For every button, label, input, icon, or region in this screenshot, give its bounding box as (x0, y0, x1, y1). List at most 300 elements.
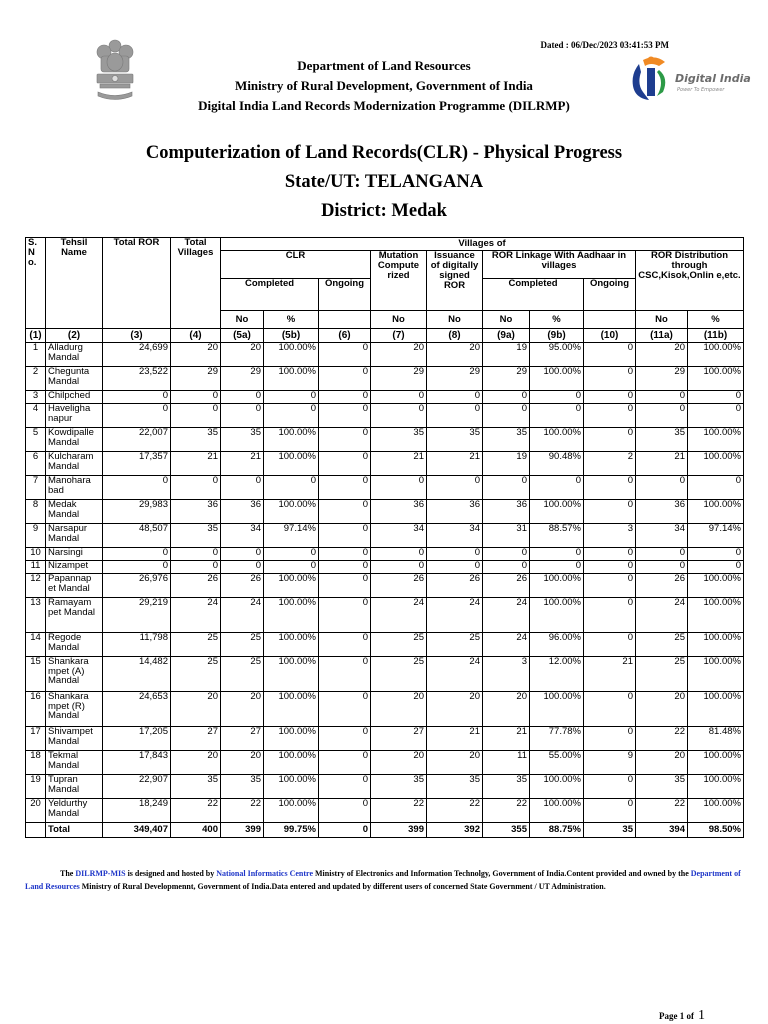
cell-sno: 16 (26, 692, 46, 727)
cell-sno: 19 (26, 775, 46, 799)
table-cell: 100.00% (530, 775, 584, 799)
table-row (26, 775, 744, 799)
table-cell: 0 (636, 404, 688, 428)
table-cell: 20 (636, 692, 688, 727)
table-cell: 0 (319, 574, 371, 598)
column-number: (8) (427, 329, 483, 343)
cell-tehsil-name: Manohara bad (46, 476, 103, 500)
table-cell: 25 (221, 657, 264, 692)
column-number: (1) (26, 329, 46, 343)
table-cell: 18,249 (103, 799, 171, 823)
table-cell: 27 (221, 727, 264, 751)
table-cell: 22 (483, 799, 530, 823)
table-cell: 26 (483, 574, 530, 598)
table-cell: 24 (427, 598, 483, 633)
table-cell: 25 (221, 633, 264, 657)
table-cell: 0 (319, 692, 371, 727)
header-distribution-no: No (636, 311, 688, 329)
table-cell: 0 (530, 391, 584, 404)
header-total-ror: Total ROR (103, 238, 171, 329)
table-cell: 0 (264, 404, 319, 428)
table-cell: 0 (371, 391, 427, 404)
table-cell: 95.00% (530, 343, 584, 367)
table-cell: 100.00% (264, 500, 319, 524)
table-cell: 98.50% (688, 823, 744, 838)
cell-sno: 3 (26, 391, 46, 404)
table-cell: 100.00% (688, 598, 744, 633)
table-cell: 36 (636, 500, 688, 524)
table-cell: 22,007 (103, 428, 171, 452)
header-clr-no: No (221, 311, 264, 329)
cell-sno: 9 (26, 524, 46, 548)
header-clr: CLR (221, 251, 371, 279)
table-cell: 22,907 (103, 775, 171, 799)
table-cell: 100.00% (688, 657, 744, 692)
header-villages-of: Villages of (221, 238, 744, 251)
table-cell: 9 (584, 751, 636, 775)
table-cell: 0 (688, 404, 744, 428)
table-cell: 35 (221, 775, 264, 799)
table-cell: 25 (371, 633, 427, 657)
column-number: (3) (103, 329, 171, 343)
table-cell: 29,983 (103, 500, 171, 524)
table-cell: 0 (319, 751, 371, 775)
table-cell: 17,357 (103, 452, 171, 476)
cell-tehsil-name: Kulcharam Mandal (46, 452, 103, 476)
page-label: Page 1 of (659, 1011, 694, 1021)
table-cell: 34 (427, 524, 483, 548)
table-cell: 48,507 (103, 524, 171, 548)
table-cell: 0 (319, 561, 371, 574)
table-cell: 0 (427, 476, 483, 500)
table-cell: 96.00% (530, 633, 584, 657)
table-cell: 24,699 (103, 343, 171, 367)
table-cell: 100.00% (530, 500, 584, 524)
table-cell: 0 (319, 799, 371, 823)
cell-sno: 7 (26, 476, 46, 500)
digital-india-tagline: Power To Empower (677, 87, 725, 93)
table-cell: 26 (636, 574, 688, 598)
header-aadhaar-no: No (483, 311, 530, 329)
table-cell: 24 (483, 633, 530, 657)
table-cell: 20 (221, 343, 264, 367)
footer-text: The (60, 869, 76, 878)
cell-tehsil-name: Kowdipalle Mandal (46, 428, 103, 452)
table-cell: 0 (319, 391, 371, 404)
column-number: (5b) (264, 329, 319, 343)
table-cell: 0 (264, 476, 319, 500)
table-row (26, 391, 744, 404)
table-cell: 0 (319, 727, 371, 751)
table-cell: 100.00% (264, 598, 319, 633)
cell-tehsil-name: Chegunta Mandal (46, 367, 103, 391)
table-cell: 26 (171, 574, 221, 598)
table-cell: 20 (427, 343, 483, 367)
column-number: (4) (171, 329, 221, 343)
table-cell: 35 (171, 524, 221, 548)
table-cell: 0 (636, 476, 688, 500)
table-cell: 0 (584, 775, 636, 799)
table-cell: 25 (371, 657, 427, 692)
table-cell: 0 (688, 548, 744, 561)
table-cell: 20 (371, 343, 427, 367)
table-cell: 0 (584, 692, 636, 727)
table-cell: 27 (371, 727, 427, 751)
dilrmp-mis-link[interactable]: DILRMP-MIS (75, 869, 126, 878)
table-cell: 20 (636, 751, 688, 775)
table-cell: 29 (427, 367, 483, 391)
table-cell: 392 (427, 823, 483, 838)
header-programme: Digital India Land Records Modernization Programme (DILRMP) (198, 98, 570, 113)
table-cell: 0 (319, 476, 371, 500)
table-row (26, 751, 744, 775)
table-cell: 100.00% (264, 727, 319, 751)
report-title: Computerization of Land Records(CLR) - Physical Progress (145, 143, 623, 163)
table-cell: 0 (264, 561, 319, 574)
dated-timestamp: Dated : 06/Dec/2023 03:41:53 PM (540, 40, 669, 50)
footer-credits (25, 868, 745, 893)
table-row (26, 500, 744, 524)
table-cell: 0 (103, 476, 171, 500)
table-cell: 3 (584, 524, 636, 548)
cell-tehsil-name: Papannap et Mandal (46, 574, 103, 598)
table-cell: 0 (584, 476, 636, 500)
table-cell: 100.00% (530, 598, 584, 633)
table-cell: 0 (584, 548, 636, 561)
table-cell: 77.78% (530, 727, 584, 751)
table-row (26, 692, 744, 727)
header-distribution-pct: % (688, 311, 744, 329)
table-cell: 25 (636, 657, 688, 692)
table-cell: 0 (584, 404, 636, 428)
table-cell: 21 (171, 452, 221, 476)
table-cell: 25 (636, 633, 688, 657)
table-cell: 399 (221, 823, 264, 838)
table-cell: 29 (636, 367, 688, 391)
table-cell: 100.00% (264, 428, 319, 452)
digital-india-wordmark: Digital India (675, 72, 751, 85)
table-cell: 0 (319, 657, 371, 692)
table-cell: 3 (483, 657, 530, 692)
table-cell: 355 (483, 823, 530, 838)
table-cell: 23,522 (103, 367, 171, 391)
table-cell: 0 (530, 561, 584, 574)
table-cell: 100.00% (264, 343, 319, 367)
table-cell: 36 (483, 500, 530, 524)
table-cell: 0 (264, 391, 319, 404)
header-clr-pct: % (264, 311, 319, 329)
table-row (26, 548, 744, 561)
cell-tehsil-name: Tupran Mandal (46, 775, 103, 799)
cell-tehsil-name: Regode Mandal (46, 633, 103, 657)
cell-tehsil-name: Alladurg Mandal (46, 343, 103, 367)
cell-tehsil-name: Ramayam pet Mandal (46, 598, 103, 633)
cell-sno: 13 (26, 598, 46, 633)
table-cell: 0 (427, 391, 483, 404)
column-number: (11a) (636, 329, 688, 343)
cell-sno: 5 (26, 428, 46, 452)
table-cell: 17,205 (103, 727, 171, 751)
table-cell: 14,482 (103, 657, 171, 692)
cell-tehsil-name: Haveligha napur (46, 404, 103, 428)
table-cell: 400 (171, 823, 221, 838)
table-cell: 0 (319, 500, 371, 524)
table-cell: 0 (103, 561, 171, 574)
table-cell: 0 (371, 561, 427, 574)
table-cell: 0 (171, 476, 221, 500)
header-mutation: Mutation Compute rized (371, 251, 427, 311)
header-ror-distribution: ROR Distribution through CSC,Kisok,Onlin e,etc. (636, 251, 744, 311)
table-cell: 100.00% (688, 500, 744, 524)
table-cell: 20 (636, 343, 688, 367)
table-cell: 0 (319, 598, 371, 633)
table-row (26, 343, 744, 367)
table-cell: 100.00% (264, 657, 319, 692)
table-cell: 21 (483, 727, 530, 751)
table-cell: 81.48% (688, 727, 744, 751)
column-number: (10) (584, 329, 636, 343)
table-cell: 0 (319, 823, 371, 838)
table-cell: 35 (636, 775, 688, 799)
table-cell: 22 (221, 799, 264, 823)
header-clr-ongoing-blank (319, 311, 371, 329)
table-cell: 100.00% (688, 452, 744, 476)
digital-india-logo (625, 52, 751, 104)
header-issuance-no: No (427, 311, 483, 329)
table-cell: 22 (636, 727, 688, 751)
table-cell: 20 (427, 692, 483, 727)
table-cell: 19 (483, 343, 530, 367)
table-cell: 100.00% (530, 692, 584, 727)
table-cell: 399 (371, 823, 427, 838)
column-number: (2) (46, 329, 103, 343)
table-cell: 24 (371, 598, 427, 633)
column-number: (5a) (221, 329, 264, 343)
table-cell: 11,798 (103, 633, 171, 657)
table-cell: 100.00% (688, 343, 744, 367)
table-cell: 24 (636, 598, 688, 633)
table-cell: 0 (427, 404, 483, 428)
table-cell: 0 (530, 548, 584, 561)
table-cell: 0 (319, 428, 371, 452)
table-cell: 24 (171, 598, 221, 633)
table-cell: 0 (171, 548, 221, 561)
table-cell: 0 (264, 548, 319, 561)
table-cell: 35 (427, 428, 483, 452)
table-cell: 0 (171, 404, 221, 428)
cell-sno: 17 (26, 727, 46, 751)
table-cell: 0 (483, 548, 530, 561)
table-row (26, 367, 744, 391)
table-cell: 25 (427, 633, 483, 657)
table-cell: 29 (371, 367, 427, 391)
table-cell: 26 (427, 574, 483, 598)
header-tehsil-name: Tehsil Name (46, 238, 103, 329)
table-cell: 31 (483, 524, 530, 548)
cell-tehsil-name: Narsingi (46, 548, 103, 561)
table-cell: 35 (636, 428, 688, 452)
table-row (26, 633, 744, 657)
table-cell: 34 (221, 524, 264, 548)
table-cell: 29 (171, 367, 221, 391)
table-cell: 100.00% (688, 574, 744, 598)
table-cell: 0 (483, 404, 530, 428)
table-cell: 0 (319, 524, 371, 548)
cell-sno: 11 (26, 561, 46, 574)
cell-tehsil-name: Total (46, 823, 103, 838)
table-cell: 35 (427, 775, 483, 799)
table-cell: 35 (483, 428, 530, 452)
table-cell: 0 (371, 548, 427, 561)
cell-tehsil-name: Shankara mpet (A) Mandal (46, 657, 103, 692)
header-clr-ongoing: Ongoing (319, 279, 371, 311)
cell-sno (26, 823, 46, 838)
table-cell: 0 (319, 548, 371, 561)
cell-tehsil-name: Chilpched (46, 391, 103, 404)
table-cell: 0 (483, 476, 530, 500)
table-cell: 12.00% (530, 657, 584, 692)
table-cell: 99.75% (264, 823, 319, 838)
table-cell: 36 (171, 500, 221, 524)
cell-sno: 12 (26, 574, 46, 598)
table-cell: 100.00% (530, 367, 584, 391)
table-cell: 21 (371, 452, 427, 476)
column-number: (9b) (530, 329, 584, 343)
column-number: (11b) (688, 329, 744, 343)
table-cell: 0 (371, 404, 427, 428)
table-cell: 100.00% (264, 367, 319, 391)
table-cell: 0 (319, 404, 371, 428)
table-cell: 0 (221, 561, 264, 574)
footer-text: Ministry of Electronics and Information Technolgy, Government of India.Content provided and owned by the (313, 869, 691, 878)
table-cell: 24 (483, 598, 530, 633)
table-cell: 394 (636, 823, 688, 838)
cell-sno: 8 (26, 500, 46, 524)
table-cell: 17,843 (103, 751, 171, 775)
table-cell: 349,407 (103, 823, 171, 838)
header-issuance: Issuance of digitally signed ROR (427, 251, 483, 311)
header-aadhaar-ongoing: Ongoing (584, 279, 636, 311)
table-cell: 100.00% (688, 428, 744, 452)
table-cell: 0 (221, 404, 264, 428)
header-ministry: Ministry of Rural Development, Government of India (235, 78, 533, 93)
table-cell: 27 (171, 727, 221, 751)
table-row (26, 428, 744, 452)
table-cell: 0 (688, 476, 744, 500)
table-cell: 34 (371, 524, 427, 548)
table-row (26, 799, 744, 823)
cell-sno: 4 (26, 404, 46, 428)
cell-sno: 10 (26, 548, 46, 561)
table-cell: 24 (221, 598, 264, 633)
table-cell: 100.00% (688, 633, 744, 657)
table-cell: 0 (319, 633, 371, 657)
table-cell: 25 (171, 657, 221, 692)
cell-tehsil-name: Shankara mpet (R) Mandal (46, 692, 103, 727)
table-cell: 100.00% (264, 692, 319, 727)
header-total-villages: Total Villages (171, 238, 221, 329)
column-number: (9a) (483, 329, 530, 343)
report-district: District: Medak (321, 201, 447, 221)
column-number: (6) (319, 329, 371, 343)
table-cell: 24,653 (103, 692, 171, 727)
table-cell: 88.75% (530, 823, 584, 838)
page-number (659, 1008, 705, 1024)
table-cell: 0 (584, 598, 636, 633)
table-cell: 100.00% (530, 799, 584, 823)
table-cell: 21 (427, 452, 483, 476)
table-cell: 0 (319, 367, 371, 391)
table-cell: 100.00% (688, 751, 744, 775)
table-cell: 29,219 (103, 598, 171, 633)
table-cell: 20 (427, 751, 483, 775)
table-cell: 88.57% (530, 524, 584, 548)
table-cell: 100.00% (688, 692, 744, 727)
header-aadhaar-pct: % (530, 311, 584, 329)
header-mutation-no: No (371, 311, 427, 329)
table-cell: 100.00% (530, 574, 584, 598)
table-cell: 0 (636, 391, 688, 404)
table-cell: 0 (584, 727, 636, 751)
table-cell: 100.00% (688, 775, 744, 799)
table-cell: 100.00% (530, 428, 584, 452)
table-cell: 0 (584, 799, 636, 823)
page-total: 1 (698, 1008, 705, 1023)
cell-sno: 1 (26, 343, 46, 367)
nic-link[interactable]: National Informatics Centre (216, 869, 313, 878)
table-cell: 100.00% (264, 633, 319, 657)
table-cell: 0 (371, 476, 427, 500)
table-cell: 0 (427, 561, 483, 574)
table-row (26, 452, 744, 476)
footer-text: is designed and hosted by (125, 869, 217, 878)
table-cell: 36 (371, 500, 427, 524)
table-cell: 97.14% (688, 524, 744, 548)
table-cell: 20 (483, 692, 530, 727)
table-cell: 26 (221, 574, 264, 598)
table-cell: 35 (171, 428, 221, 452)
table-cell: 0 (636, 561, 688, 574)
table-cell: 100.00% (688, 367, 744, 391)
table-row (26, 657, 744, 692)
dolr-link[interactable]: Department of Land Resources (25, 869, 741, 891)
table-cell: 0 (688, 561, 744, 574)
table-cell: 0 (483, 561, 530, 574)
table-cell: 29 (221, 367, 264, 391)
table-cell: 21 (221, 452, 264, 476)
table-cell: 0 (584, 428, 636, 452)
table-row (26, 598, 744, 633)
table-cell: 19 (483, 452, 530, 476)
table-cell: 35 (171, 775, 221, 799)
table-cell: 100.00% (264, 799, 319, 823)
cell-sno: 20 (26, 799, 46, 823)
cell-sno: 18 (26, 751, 46, 775)
table-cell: 0 (171, 391, 221, 404)
table-cell: 0 (427, 548, 483, 561)
table-cell: 0 (584, 500, 636, 524)
table-cell: 0 (584, 574, 636, 598)
cell-tehsil-name: Narsapur Mandal (46, 524, 103, 548)
footer-text: Ministry of Rural Developmennt, Government of India.Data entered and updated by different users of concerned State Government / UT Administration. (79, 881, 606, 891)
table-cell: 100.00% (264, 452, 319, 476)
table-cell: 29 (483, 367, 530, 391)
header-department: Department of Land Resources (297, 58, 471, 73)
table-row (26, 524, 744, 548)
cell-sno: 15 (26, 657, 46, 692)
table-cell: 100.00% (264, 574, 319, 598)
table-cell: 26,976 (103, 574, 171, 598)
